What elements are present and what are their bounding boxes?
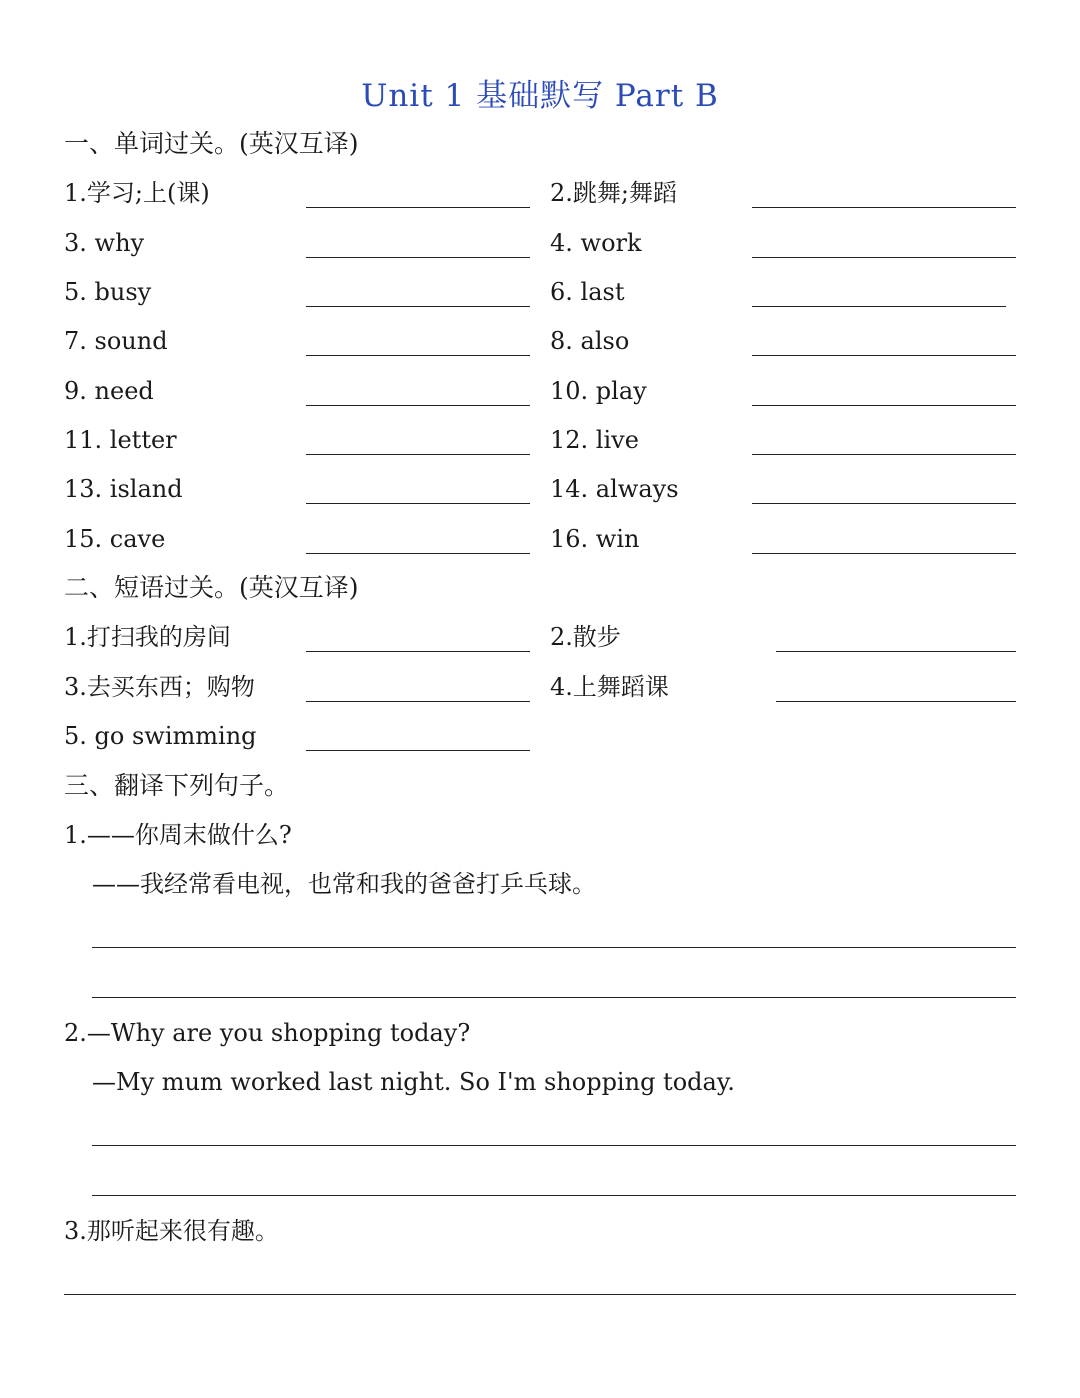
section-heading-phrases: 二、短语过关。(英汉互译) [64,573,359,602]
sentence-question: 1.——你周末做什么? [64,821,292,849]
vocab-item: 15. cave [64,525,166,553]
answer-line[interactable] [752,207,1016,208]
sentence-answer: —My mum worked last night. So I'm shopping today. [92,1068,735,1096]
answer-line[interactable] [752,553,1016,554]
answer-line[interactable] [306,651,530,652]
answer-line[interactable] [306,750,530,751]
vocab-item: 2.跳舞;舞蹈 [550,179,677,207]
vocab-item: 13. island [64,475,183,503]
phrase-item: 5. go swimming [64,722,257,750]
section-heading-translation: 三、翻译下列句子。 [64,771,290,800]
vocab-item: 5. busy [64,278,152,306]
sentence-question: 3.那听起来很有趣。 [64,1217,279,1245]
page-title: Unit 1 基础默写 Part B [361,78,719,114]
answer-line[interactable] [306,257,530,258]
vocab-item: 10. play [550,377,647,405]
answer-line[interactable] [752,257,1016,258]
vocab-item: 4. work [550,229,642,257]
vocab-item: 3. why [64,229,145,257]
vocab-item: 6. last [550,278,625,306]
section-heading-vocabulary: 一、单词过关。(英汉互译) [64,129,359,158]
answer-line[interactable] [752,355,1016,356]
answer-line[interactable] [306,355,530,356]
vocab-item: 8. also [550,327,630,355]
answer-line[interactable] [306,503,530,504]
answer-line[interactable] [776,651,1016,652]
phrase-item: 4.上舞蹈课 [550,673,669,701]
answer-line[interactable] [92,1195,1016,1196]
answer-line[interactable] [752,405,1016,406]
answer-line[interactable] [306,701,530,702]
vocab-item: 14. always [550,475,679,503]
answer-line[interactable] [306,553,530,554]
vocab-item: 12. live [550,426,639,454]
answer-line[interactable] [92,947,1016,948]
phrase-item: 1.打扫我的房间 [64,623,231,651]
vocab-item: 1.学习;上(课) [64,179,210,207]
answer-line[interactable] [306,454,530,455]
vocab-item: 16. win [550,525,640,553]
vocab-item: 9. need [64,377,154,405]
answer-line[interactable] [92,997,1016,998]
answer-line[interactable] [306,207,530,208]
answer-line[interactable] [776,701,1016,702]
vocab-item: 11. letter [64,426,177,454]
answer-line[interactable] [64,1294,1016,1295]
sentence-answer: ——我经常看电视，也常和我的爸爸打乒乓球。 [92,870,596,898]
answer-line[interactable] [92,1145,1016,1146]
answer-line[interactable] [752,503,1016,504]
phrase-item: 2.散步 [550,623,621,651]
answer-line[interactable] [306,306,530,307]
vocab-item: 7. sound [64,327,168,355]
answer-line[interactable] [752,306,1006,307]
sentence-question: 2.—Why are you shopping today? [64,1019,471,1047]
answer-line[interactable] [306,405,530,406]
answer-line[interactable] [752,454,1016,455]
phrase-item: 3.去买东西；购物 [64,673,255,701]
